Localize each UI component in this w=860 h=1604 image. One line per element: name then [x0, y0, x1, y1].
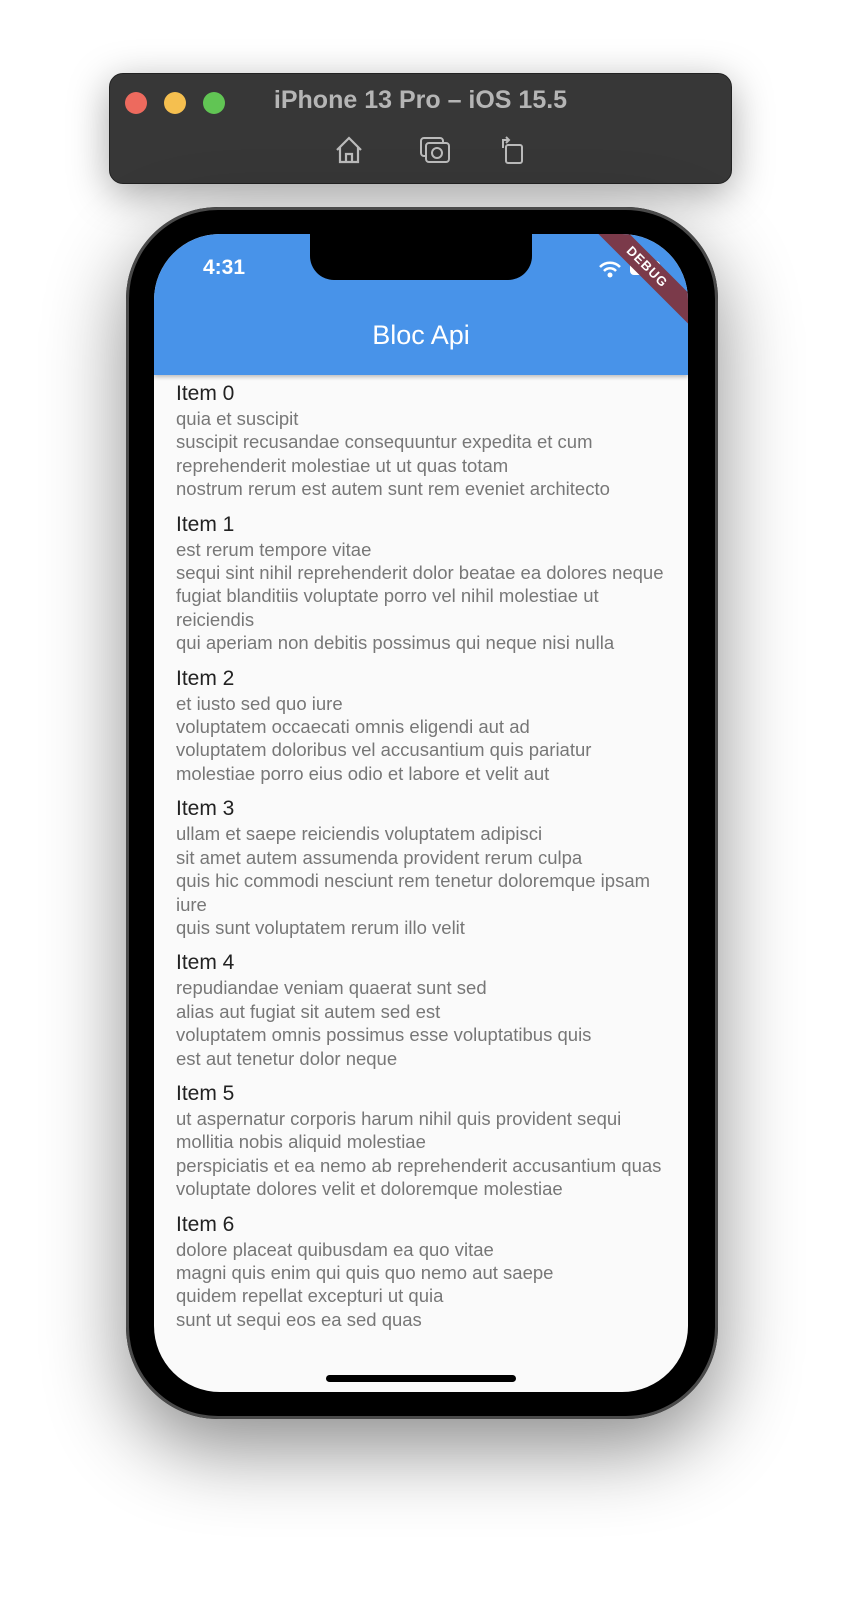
debug-banner: DEBUG	[586, 234, 688, 328]
item-body: ut aspernatur corporis harum nihil quis provident sequi mollitia nobis aliquid molestiae perspiciatis et ea nemo ab reprehenderit accusantium quas voluptate dolores velit et doloremque molestiae	[176, 1107, 662, 1200]
item-title: Item 6	[176, 1212, 235, 1236]
window-title: iPhone 13 Pro – iOS 15.5	[273, 86, 568, 114]
item-body: repudiandae veniam quaerat sunt sed alias aut fugiat sit autem sed est voluptatem omnis possimus esse voluptatibus quis est aut tenetur dolor neque	[176, 977, 592, 1069]
home-indicator[interactable]	[326, 1375, 516, 1382]
wifi-icon	[598, 260, 622, 278]
item-body: et iusto sed quo iure voluptatem occaecati omnis eligendi aut ad voluptatem doloribus vel accusantium quis pariatur molestiae porro eius odio et labore et velit aut	[176, 692, 592, 784]
app-title: Bloc Api	[372, 320, 470, 350]
item-body: ullam et saepe reiciendis voluptatem adipisci sit amet autem assumenda provident rerum culpa quis hic commodi nesciunt rem tenetur doloremque ipsam iure quis sunt voluptatem rerum illo velit	[176, 823, 651, 938]
rotate-icon[interactable]	[494, 132, 530, 168]
item-body: quia et suscipit suscipit recusandae consequuntur expedita et cum reprehenderit molestiae ut ut quas totam nostrum rerum est autem sunt rem eveniet architecto	[176, 408, 610, 500]
item-title: Item 4	[176, 951, 235, 975]
item-list[interactable]	[176, 381, 671, 1342]
notch	[310, 234, 532, 280]
item-body: dolore placeat quibusdam ea quo vitae magni quis enim qui quis quo nemo aut saepe quidem repellat excepturi ut quia sunt ut sequi eos ea sed quas	[176, 1238, 554, 1330]
item-title: Item 5	[176, 1081, 235, 1105]
list-item[interactable]	[176, 950, 671, 1070]
screenshot-icon[interactable]	[417, 132, 453, 168]
list-item[interactable]	[176, 796, 671, 939]
status-time: 4:31	[203, 256, 246, 279]
home-icon[interactable]	[331, 132, 367, 168]
list-item[interactable]	[176, 1212, 671, 1332]
item-title: Item 1	[176, 512, 235, 536]
item-body: est rerum tempore vitae sequi sint nihil reprehenderit dolor beatae ea dolores neque fugiat blanditiis voluptate porro vel nihil molestiae ut reiciendis qui aperiam non debitis possimus qui neque nisi nulla	[176, 538, 664, 654]
list-item[interactable]	[176, 1081, 671, 1201]
simulator-window	[109, 73, 732, 184]
list-item[interactable]	[176, 381, 671, 501]
item-title: Item 3	[176, 797, 235, 821]
item-title: Item 0	[176, 382, 235, 405]
item-title: Item 2	[176, 666, 235, 690]
list-item[interactable]	[176, 666, 671, 786]
phone-screen	[154, 234, 688, 1392]
list-item[interactable]	[176, 512, 671, 655]
